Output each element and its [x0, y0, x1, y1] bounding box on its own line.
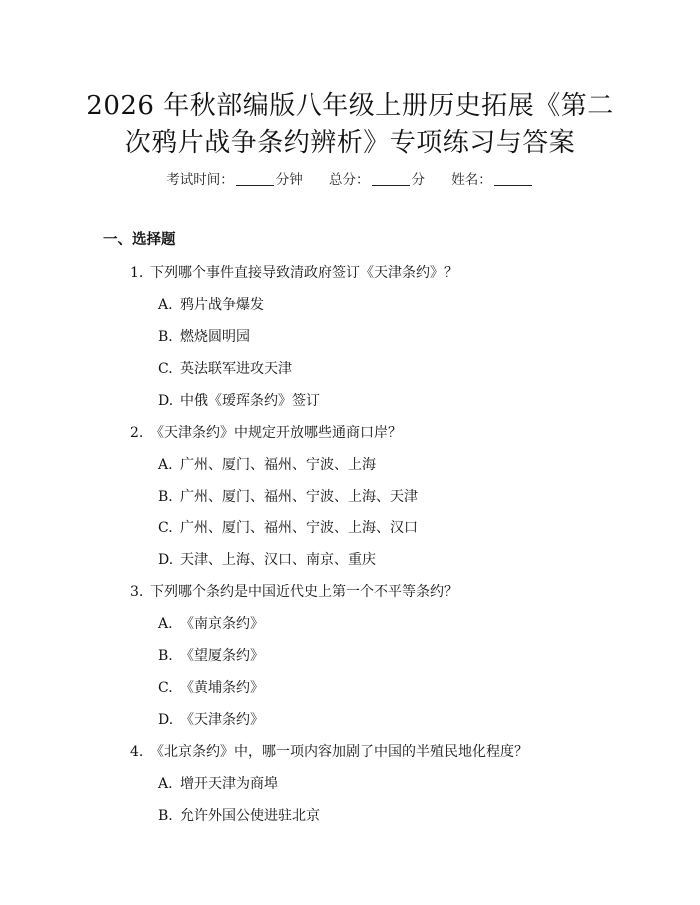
option-letter: B. [158, 489, 173, 505]
option-text: 《望厦条约》 [180, 648, 264, 664]
question-4 [130, 741, 528, 761]
option-text: 燃烧圆明园 [180, 329, 250, 345]
option-4a[interactable] [158, 773, 278, 793]
name-field [451, 168, 534, 188]
option-2a[interactable] [158, 454, 376, 474]
option-text: 中俄《瑷珲条约》签订 [180, 393, 320, 409]
question-1 [130, 262, 458, 282]
exam-info-row [0, 168, 700, 188]
option-letter: C. [158, 361, 173, 377]
question-number: 3. [130, 584, 144, 600]
option-text: 英法联军进攻天津 [180, 361, 292, 377]
option-4b[interactable] [158, 805, 320, 825]
option-text: 广州、厦门、福州、宁波、上海、汉口 [180, 520, 418, 536]
total-score-label: 总分： [329, 172, 370, 188]
option-text: 广州、厦门、福州、宁波、上海、天津 [180, 489, 418, 505]
option-2b[interactable] [158, 486, 418, 506]
option-letter: A. [158, 457, 173, 473]
option-text: 《南京条约》 [180, 616, 264, 632]
question-text: 下列哪个事件直接导致清政府签订《天津条约》？ [150, 265, 458, 281]
option-2c[interactable] [158, 517, 418, 537]
option-1d[interactable] [158, 390, 320, 410]
exam-time-unit: 分钟 [275, 172, 303, 188]
question-text: 下列哪个条约是中国近代史上第一个不平等条约？ [150, 584, 458, 600]
exam-time-label: 考试时间： [166, 172, 234, 188]
title-line-1: 2026 年秋部编版八年级上册历史拓展《第二 [86, 91, 614, 121]
section-title: 一、选择题 [103, 232, 176, 248]
exam-time-blank[interactable] [236, 171, 274, 186]
option-letter: D. [158, 712, 174, 728]
option-text: 天津、上海、汉口、南京、重庆 [180, 552, 376, 568]
option-3a[interactable] [158, 613, 264, 633]
option-3b[interactable] [158, 645, 264, 665]
option-letter: B. [158, 648, 173, 664]
question-2 [130, 422, 402, 442]
option-letter: D. [158, 552, 174, 568]
option-text: 增开天津为商埠 [180, 776, 278, 792]
question-text: 《北京条约》中，哪一项内容加剧了中国的半殖民地化程度？ [150, 744, 528, 760]
option-letter: A. [158, 776, 173, 792]
option-text: 《天津条约》 [180, 712, 264, 728]
option-text: 广州、厦门、福州、宁波、上海 [180, 457, 376, 473]
question-number: 2. [130, 425, 144, 441]
option-text: 允许外国公使进驻北京 [180, 808, 320, 824]
option-letter: A. [158, 297, 173, 313]
question-text: 《天津条约》中规定开放哪些通商口岸？ [150, 425, 402, 441]
option-2d[interactable] [158, 549, 376, 569]
option-3c[interactable] [158, 677, 264, 697]
title-line-2: 次鸦片战争条约辨析》专项练习与答案 [124, 128, 576, 158]
total-score-unit: 分 [411, 172, 425, 188]
option-letter: C. [158, 680, 173, 696]
option-text: 鸦片战争爆发 [180, 297, 264, 313]
question-3 [130, 581, 458, 601]
question-number: 4. [130, 744, 144, 760]
total-score-blank[interactable] [372, 171, 410, 186]
total-score-field [329, 168, 425, 188]
option-letter: D. [158, 393, 174, 409]
option-letter: C. [158, 520, 173, 536]
exam-time-field [166, 168, 303, 188]
option-1b[interactable] [158, 326, 250, 346]
option-1a[interactable] [158, 294, 264, 314]
question-number: 1. [130, 265, 144, 281]
option-3d[interactable] [158, 709, 264, 729]
name-blank[interactable] [494, 171, 532, 186]
option-1c[interactable] [158, 358, 292, 378]
name-label: 姓名： [451, 172, 492, 188]
option-letter: B. [158, 808, 173, 824]
option-text: 《黄埔条约》 [180, 680, 264, 696]
option-letter: A. [158, 616, 173, 632]
option-letter: B. [158, 329, 173, 345]
